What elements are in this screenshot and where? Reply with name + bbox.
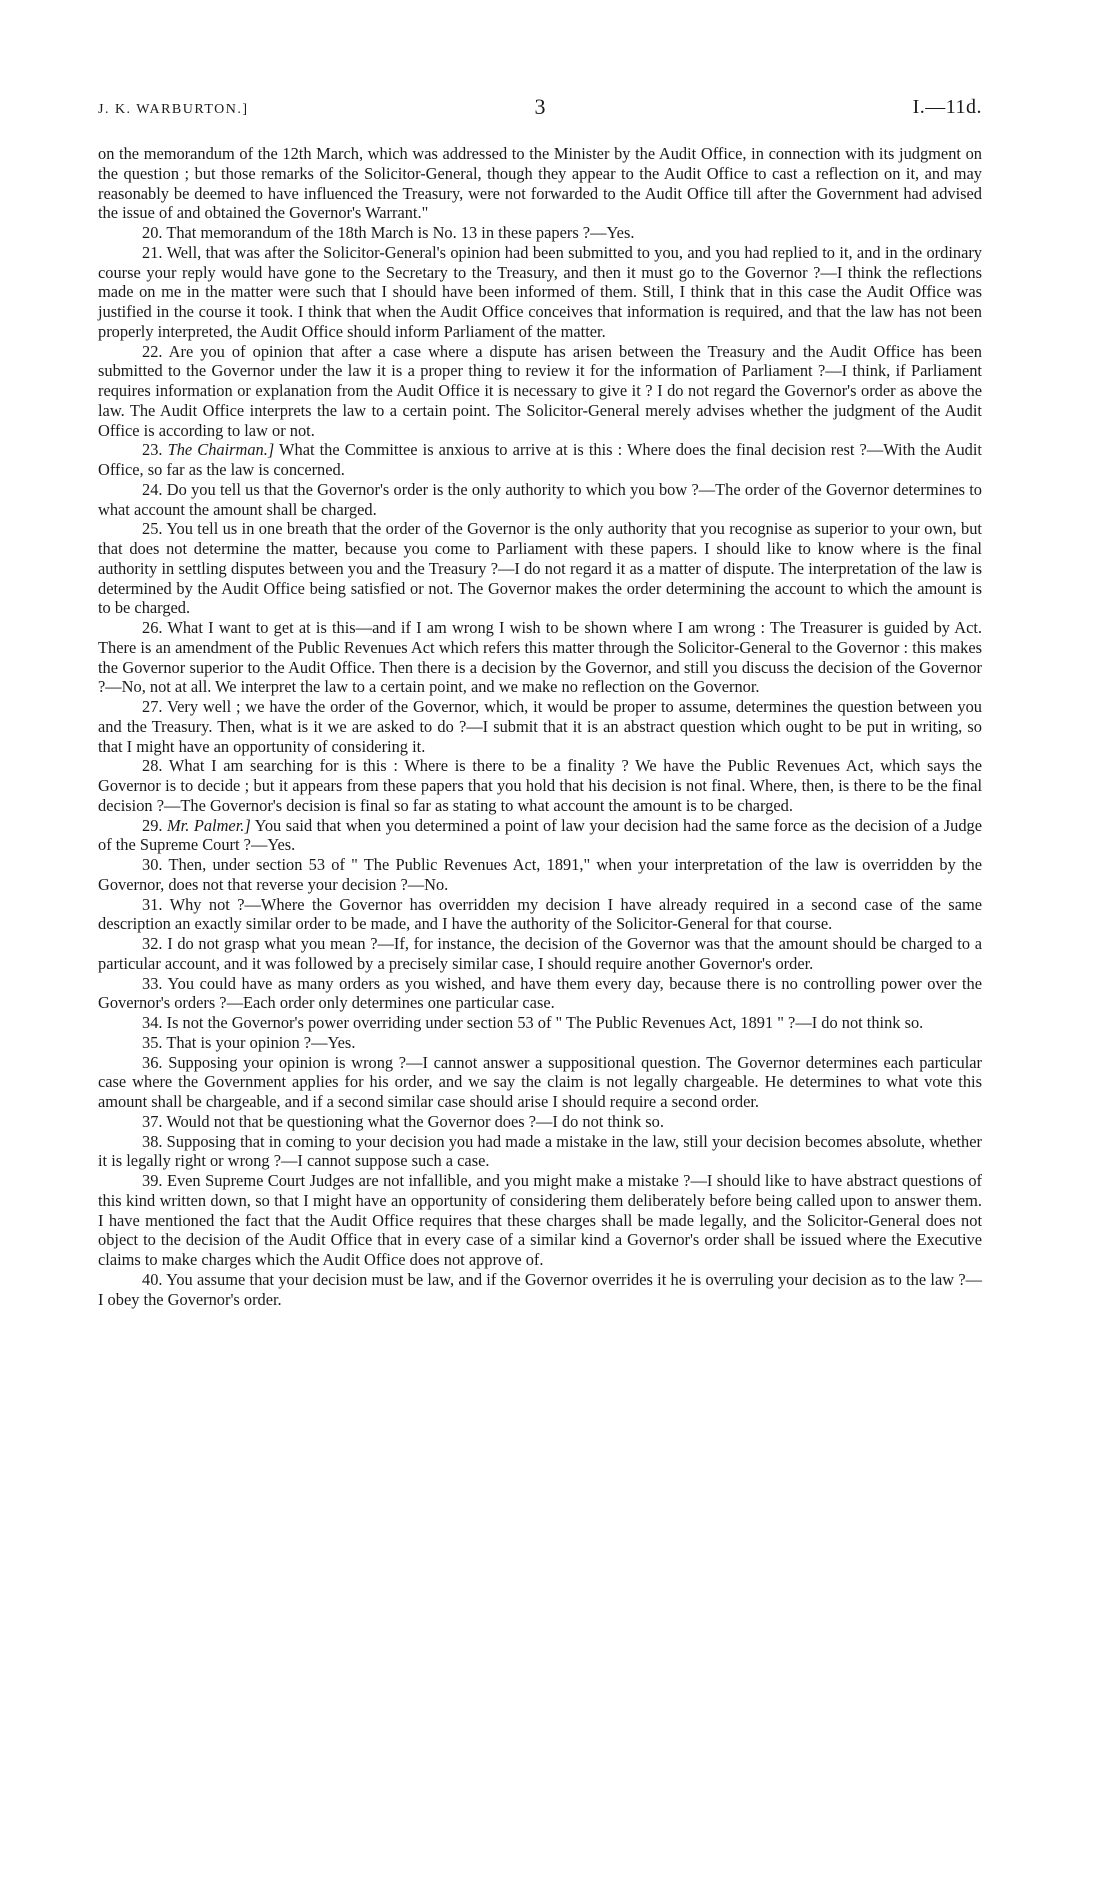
question-number: 34. [142,1013,163,1032]
question-text: That memorandum of the 18th March is No. 13 in these papers ?—Yes. [166,223,635,242]
question-paragraph [98,1171,982,1270]
question-text: That is your opinion ?—Yes. [166,1032,356,1052]
question-text: Even Supreme Court Judges are not infallible, and you might make a mistake ?—I should like to have abstract questions of this kind written down, so that I might have an opportunity of considering them deliberately before being called upon to answer them. I have mentioned the fact that the Audit Office requires that these charges shall be made legally, and the Solicitor-General does not object to the decision of the Audit Office that in every case of a similar kind a Governor's order shall be issued where the Executive claims to make charges which the Audit Office does not approve of. [98,1171,982,1269]
question-paragraph [98,816,982,856]
question-text: You said that when you determined a point of law your decision had the same force as the decision of a Judge of the Supreme Court ?—Yes. [98,815,983,855]
speaker-name: Mr. Palmer.] [167,815,251,835]
question-text: You tell us in one breath that the order of the Governor is the only authority that you recognise as superior to your own, but that does not determine the matter, because you come to Parliament with these papers. I should like to know where is the final authority in settling disputes between you and the Treasury ?—I do not regard it as a matter of dispute. The interpretation of the law is determined by the Audit Office being satisfied or not. The Governor makes the order determining the account to which the amount is to be charged. [98,519,982,618]
question-paragraph [98,756,982,815]
question-paragraph [98,480,982,520]
question-paragraph [98,243,982,342]
question-number: 40. [142,1269,163,1289]
question-text: Then, under section 53 of " The Public Revenues Act, 1891," when your interpretation of the law is overridden by the Governor, does not that reverse your decision ?—No. [98,855,982,894]
question-paragraph [98,618,982,697]
question-text: Very well ; we have the order of the Governor, which, it would be proper to assume, determines the question between you and the Treasury. Then, what is it we are asked to do ?—I submit that it is an abstract question which ought to be put in writing, so that I might have an opportunity of considering it. [98,697,982,756]
speaker-name: The Chairman.] [167,440,275,460]
question-text: Why not ?—Where the Governor has overridden my decision I have already required in a second case of the same description an exactly similar order to be made, and I have the authority of the Solicitor-General for that course. [98,894,982,934]
question-text: Is not the Governor's power overriding under section 53 of " The Public Revenues Act, 1891 " ?—I do not think so. [166,1013,924,1032]
question-number: 37. [142,1111,163,1131]
question-number: 31. [142,894,163,914]
question-text: You could have as many orders as you wished, and have them every day, because there is no controlling power over the Governor's orders ?—Each order only determines one particular case. [98,973,982,1013]
question-number: 38. [142,1131,163,1151]
question-number: 28. [142,756,163,776]
witness-name: J. K. WARBURTON.] [98,102,249,117]
question-number: 30. [142,855,163,874]
question-paragraph [98,1033,982,1053]
question-number: 32. [142,934,163,953]
question-number: 21. [142,242,163,262]
paper-reference: I.—11d. [912,96,982,118]
question-number: 20. [142,223,163,242]
question-number: 39. [142,1171,163,1190]
question-number: 35. [142,1032,163,1052]
question-paragraph [98,1112,982,1132]
evidence-text [98,144,982,1309]
question-paragraph [98,519,982,618]
question-number: 36. [142,1052,163,1072]
question-text: Well, that was after the Solicitor-General's opinion had been submitted to you, and you had replied to it, and in the ordinary course your reply would have gone to the Secretary to the Treasury, and then it must go to the Governor ?—I think the reflections made on me in the matter were such that I should have been informed of them. Still, I think that in this case the Audit Office was justified in the course it took. I think that when the Audit Office conceives that information is required, and that the law has not been properly interpreted, the Audit Office should inform Parliament of the matter. [98,242,982,341]
question-number: 23. [142,440,163,460]
question-number: 27. [142,697,163,716]
question-number: 29. [142,815,163,835]
question-list [98,223,982,1309]
question-paragraph [98,1053,982,1112]
question-text: I do not grasp what you mean ?—If, for instance, the decision of the Governor was that the amount should be charged to a particular account, and it was followed by a precisely similar case, I should require another Governor's order. [98,934,982,973]
question-paragraph [98,1132,982,1172]
question-text: You assume that your decision must be law, and if the Governor overrides it he is overruling your decision as to the law ?—I obey the Governor's order. [98,1269,982,1309]
page-header [98,92,982,128]
question-number: 24. [142,479,163,499]
page-number: 3 [534,94,546,119]
question-paragraph [98,855,982,895]
question-number: 33. [142,973,163,993]
question-paragraph [98,934,982,974]
question-paragraph [98,974,982,1014]
question-text: What the Committee is anxious to arrive at is this : Where does the final decision rest ?—With the Audit Office, so far as the law is concerned. [98,440,982,479]
question-text: Supposing that in coming to your decision you had made a mistake in the law, still your decision becomes absolute, whether it is legally right or wrong ?—I cannot suppose such a case. [98,1131,982,1171]
question-paragraph [98,223,982,243]
question-paragraph [98,895,982,935]
question-paragraph [98,342,982,441]
question-paragraph [98,1013,982,1033]
question-paragraph [98,697,982,756]
question-paragraph [98,1270,982,1310]
question-number: 26. [142,618,163,637]
question-text: Are you of opinion that after a case where a dispute has arisen between the Treasury and the Audit Office has been submitted to the Governor under the law it is a proper thing to review it for the information of Parliament ?—I think, if Parliament requires information or explanation from the Audit Office it is necessary to give it ? I do not regard the Governor's order as above the law. The Audit Office interprets the law to a certain point. The Solicitor-General merely advises whether the judgment of the Audit Office is according to law or not. [98,341,982,440]
question-text: Supposing your opinion is wrong ?—I cannot answer a suppositional question. The Governor determines each particular case where the Government applies for his order, and we say the claim is not legally chargeable. He determines to what vote this amount shall be chargeable, and if a second similar case should arise I should require a second order. [98,1052,982,1111]
question-number: 25. [142,519,163,539]
question-text: What I am searching for is this : Where is there to be a finality ? We have the Public Revenues Act, which says the Governor is to decide ; but it appears from these papers that you hold that his decision is not final. Where, then, is there to be the final decision ?—The Governor's decision is final so far as stating to what account the amount is to be charged. [98,756,982,815]
question-number: 22. [142,341,163,361]
question-text: Would not that be questioning what the Governor does ?—I do not think so. [166,1111,664,1131]
opening-paragraph: on the memorandum of the 12th March, which was addressed to the Minister by the Audit Office, in connection with its judgment on the question ; but those remarks of the Solicitor-General, though they appear to the Audit Office to cast a reflection on it, and may reasonably be deemed to have influenced the Treasury, were not forwarded to the Audit Office till after the Government had advised the issue of and obtained the Governor's Warrant." [98,144,982,223]
question-paragraph [98,440,982,480]
question-text: Do you tell us that the Governor's order is the only authority to which you bow ?—The order of the Governor determines to what account the amount shall be charged. [98,479,982,519]
question-text: What I want to get at is this—and if I am wrong I wish to be shown where I am wrong : The Treasurer is guided by Act. There is an amendment of the Public Revenues Act which refers this matter through the Solicitor-General to the Governor : this makes the Governor superior to the Audit Office. Then there is a decision by the Governor, and still you discuss the decision of the Governor ?—No, not at all. We interpret the law to a certain point, and we make no reflection on the Governor. [98,618,982,697]
